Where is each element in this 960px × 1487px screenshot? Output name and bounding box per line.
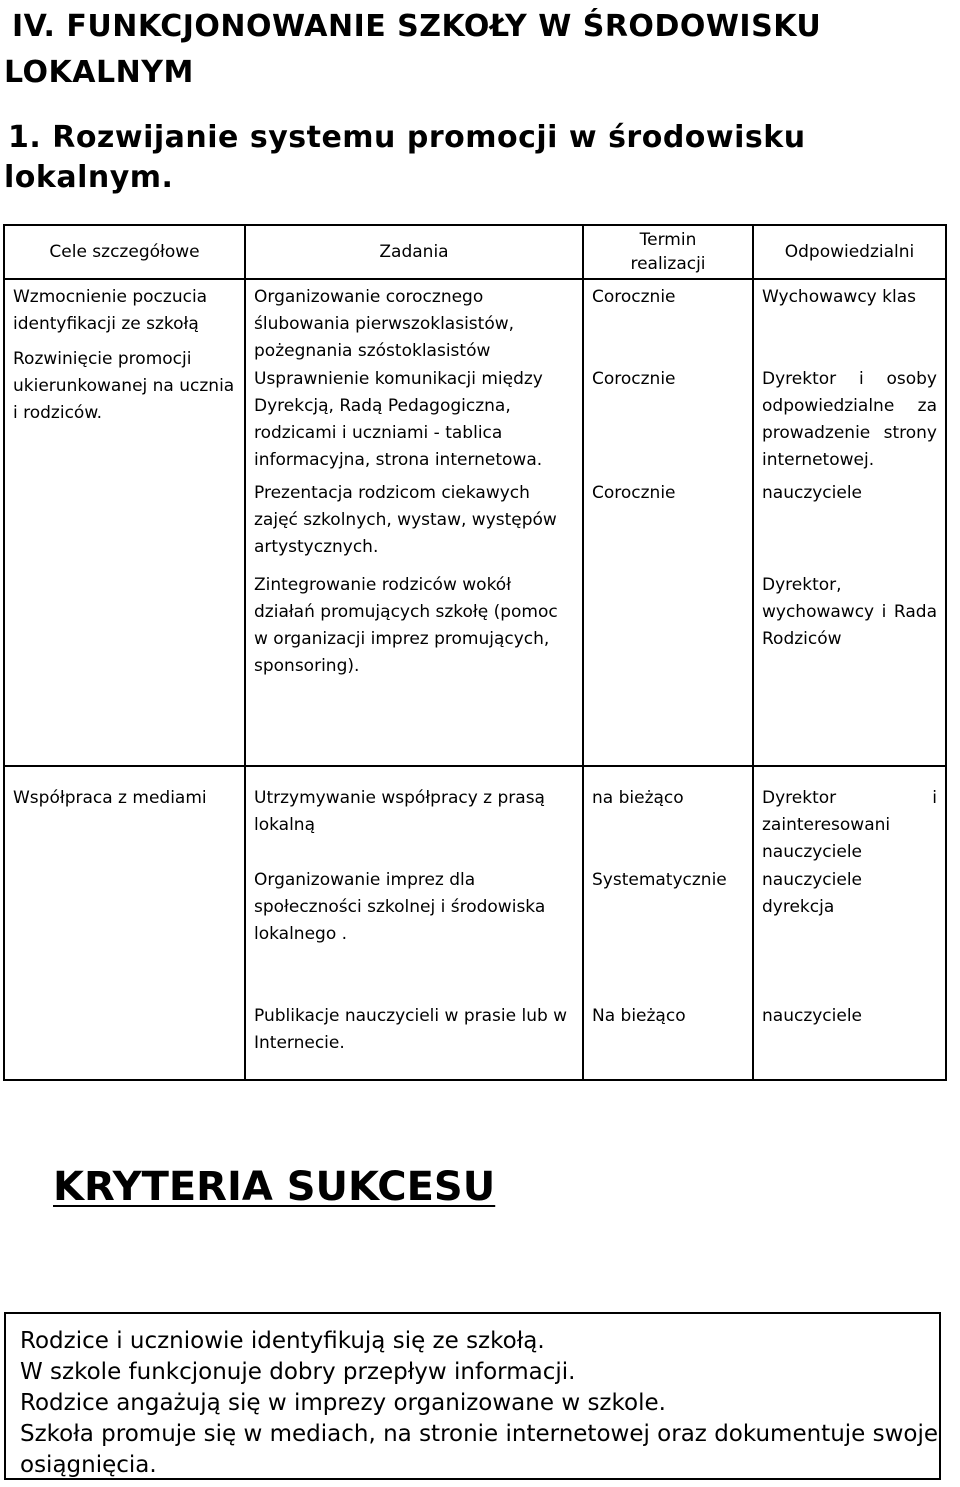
zadanie-item: Publikacje nauczycieli w prasie lub w Internecie. bbox=[254, 1006, 568, 1053]
kryterium-item: Rodzice i uczniowie identyfikują się ze szkołą. bbox=[20, 1328, 545, 1354]
cell-zadania-group2 bbox=[245, 766, 583, 1080]
zadanie-item: Usprawnienie komunikacji między Dyrekcją, Radą Pedagogiczna, rodzicami i uczniami - tablica informacyjna, strona internetowa. bbox=[254, 369, 543, 470]
cell-cele-group1 bbox=[4, 279, 245, 766]
cel-item: Współpraca z mediami bbox=[13, 788, 207, 808]
header-cele: Cele szczegółowe bbox=[4, 225, 245, 279]
odpowiedzialny-item: Dyrektor i osoby odpowiedzialne za prowadzenie strony internetowej. bbox=[762, 369, 937, 470]
zadanie-item: Utrzymywanie współpracy z prasą lokalną bbox=[254, 788, 545, 835]
section-heading-line2: LOKALNYM bbox=[4, 55, 194, 90]
section-heading-line1: IV. FUNKCJONOWANIE SZKOŁY W ŚRODOWISKU bbox=[12, 9, 822, 44]
termin-item: na bieżąco bbox=[592, 788, 684, 808]
section-heading bbox=[4, 4, 954, 96]
cell-odpowiedzialni-group2 bbox=[753, 766, 946, 1080]
kryterium-item: Rodzice angażują się w imprezy organizowane w szkole. bbox=[20, 1390, 666, 1416]
zadanie-item: Zintegrowanie rodziców wokół działań promujących szkołę (pomoc w organizacji imprez promujących, sponsoring). bbox=[254, 575, 558, 676]
termin-item: Systematycznie bbox=[592, 870, 727, 890]
termin-item: Corocznie bbox=[592, 369, 676, 389]
promotion-plan-table bbox=[3, 224, 947, 1081]
odpowiedzialny-item: nauczyciele bbox=[762, 1006, 863, 1026]
cel-item: Wzmocnienie poczucia identyfikacji ze szkołą bbox=[13, 287, 208, 334]
header-odpowiedzialni: Odpowiedzialni bbox=[753, 225, 946, 279]
subsection-heading bbox=[4, 118, 954, 198]
zadanie-item: Prezentacja rodzicom ciekawych zajęć szkolnych, wystaw, występów artystycznych. bbox=[254, 483, 557, 557]
odpowiedzialny-item: Wychowawcy klas bbox=[762, 287, 916, 307]
cell-termin-group1 bbox=[583, 279, 753, 766]
subsection-heading-line2: lokalnym. bbox=[4, 160, 174, 195]
odpowiedzialny-item: nauczyciele dyrekcja bbox=[762, 870, 863, 917]
table-header-row bbox=[4, 225, 946, 279]
odpowiedzialny-item: Dyrektor, wychowawcy i Rada Rodziców bbox=[762, 575, 937, 649]
kryteria-title: KRYTERIA SUKCESU bbox=[53, 1164, 496, 1210]
cel-item: Rozwinięcie promocji ukierunkowanej na ucznia i rodziców. bbox=[13, 349, 235, 423]
table-row-group1 bbox=[4, 279, 946, 766]
odpowiedzialny-item: nauczyciele bbox=[762, 483, 863, 503]
header-termin-line2: realizacji bbox=[630, 254, 706, 274]
header-termin bbox=[583, 225, 753, 279]
termin-item: Corocznie bbox=[592, 287, 676, 307]
cell-odpowiedzialni-group1 bbox=[753, 279, 946, 766]
subsection-heading-line1: 1. Rozwijanie systemu promocji w środowisku bbox=[8, 120, 806, 155]
kryterium-item: Szkoła promuje się w mediach, na stronie internetowej oraz dokumentuje swoje osiągnięcia. bbox=[20, 1421, 939, 1478]
table-row-group2 bbox=[4, 766, 946, 1080]
cell-cele-group2 bbox=[4, 766, 245, 1080]
zadanie-item: Organizowanie corocznego ślubowania pierwszoklasistów, pożegnania szóstoklasistów bbox=[254, 287, 515, 361]
cell-zadania-group1 bbox=[245, 279, 583, 766]
header-zadania: Zadania bbox=[245, 225, 583, 279]
header-termin-line1: Termin bbox=[639, 230, 697, 250]
kryteria-box bbox=[4, 1312, 941, 1480]
odpowiedzialny-item: Dyrektor i zainteresowani nauczyciele bbox=[762, 788, 937, 862]
termin-item: Corocznie bbox=[592, 483, 676, 503]
zadanie-item: Organizowanie imprez dla społeczności szkolnej i środowiska lokalnego . bbox=[254, 870, 546, 944]
kryterium-item: W szkole funkcjonuje dobry przepływ informacji. bbox=[20, 1359, 576, 1385]
termin-item: Na bieżąco bbox=[592, 1006, 686, 1026]
cell-termin-group2 bbox=[583, 766, 753, 1080]
